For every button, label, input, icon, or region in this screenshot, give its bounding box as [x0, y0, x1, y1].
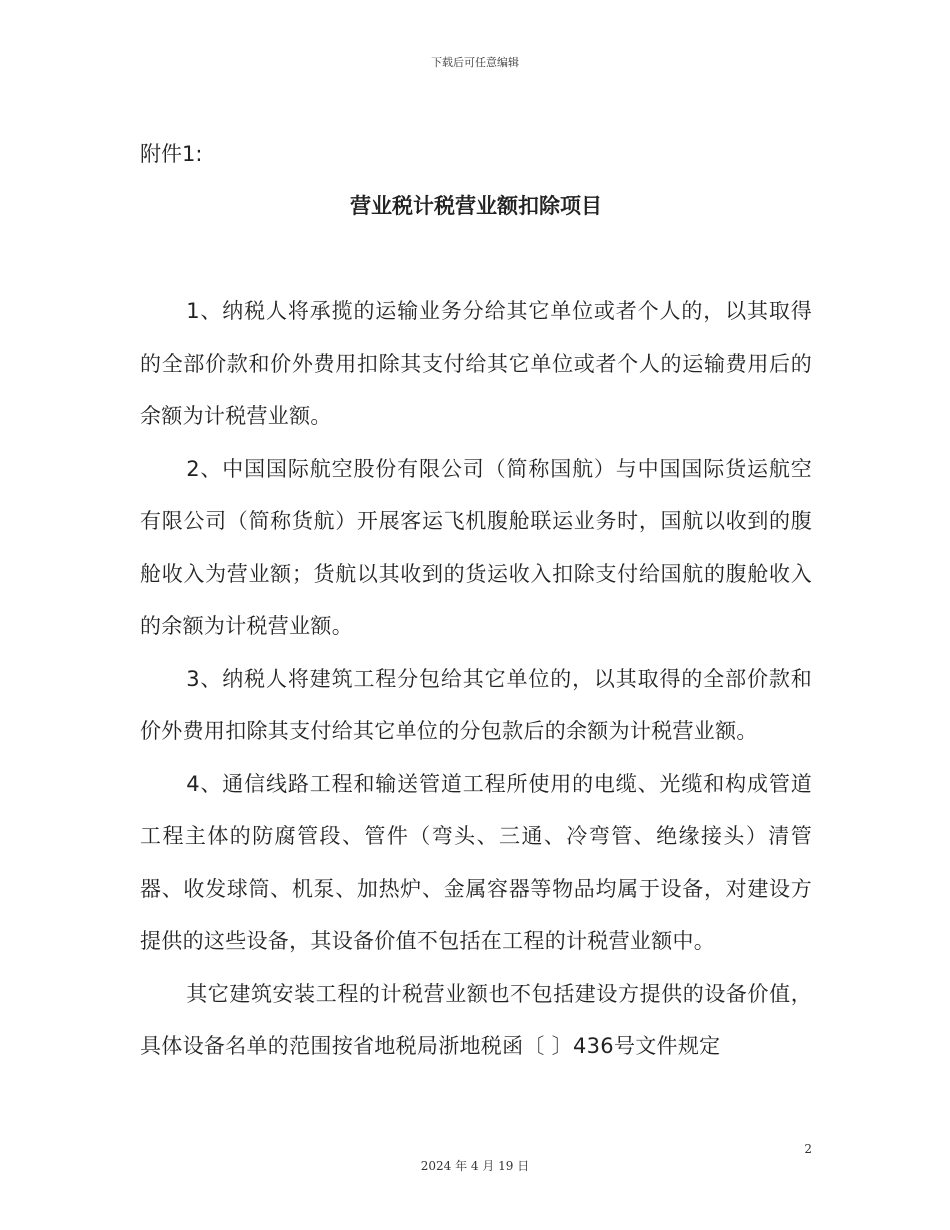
page-number: 2	[804, 1142, 812, 1156]
paragraph-1: 1、纳税人将承揽的运输业务分给其它单位或者个人的，以其取得的全部价款和价外费用扣除其支付给其它单位或者个人的运输费用后的余额为计税营业额。	[140, 299, 812, 428]
paragraph-5: 其它建筑安装工程的计税营业额也不包括建设方提供的设备价值，具体设备名单的范围按省地税局浙地税函〔 〕436号文件规定	[140, 981, 812, 1058]
document-body	[140, 128, 812, 1073]
paragraph-2: 2、中国国际航空股份有限公司（简称国航）与中国国际货运航空有限公司（简称货航）开展客运飞机腹舱联运业务时，国航以收到的腹舱收入为营业额；货航以其收到的货运收入扣除支付给国航的腹舱收入的余额为计税营业额。	[140, 456, 812, 638]
footer-date: 2024 年 4 月 19 日	[420, 1159, 530, 1173]
document-title: 营业税计税营业额扣除项目	[350, 194, 602, 218]
attachment-label: 附件1:	[140, 142, 203, 166]
paragraph-4: 4、通信线路工程和输送管道工程所使用的电缆、光缆和构成管道工程主体的防腐管段、管件（弯头、三通、冷弯管、绝缘接头）清管器、收发球筒、机泵、加热炉、金属容器等物品均属于设备，对建设方提供的这些设备，其设备价值不包括在工程的计税营业额中。	[140, 771, 812, 953]
paragraph-3: 3、纳税人将建筑工程分包给其它单位的，以其取得的全部价款和价外费用扣除其支付给其它单位的分包款后的余额为计税营业额。	[140, 666, 812, 743]
header-note: 下载后可任意编辑	[431, 56, 519, 69]
